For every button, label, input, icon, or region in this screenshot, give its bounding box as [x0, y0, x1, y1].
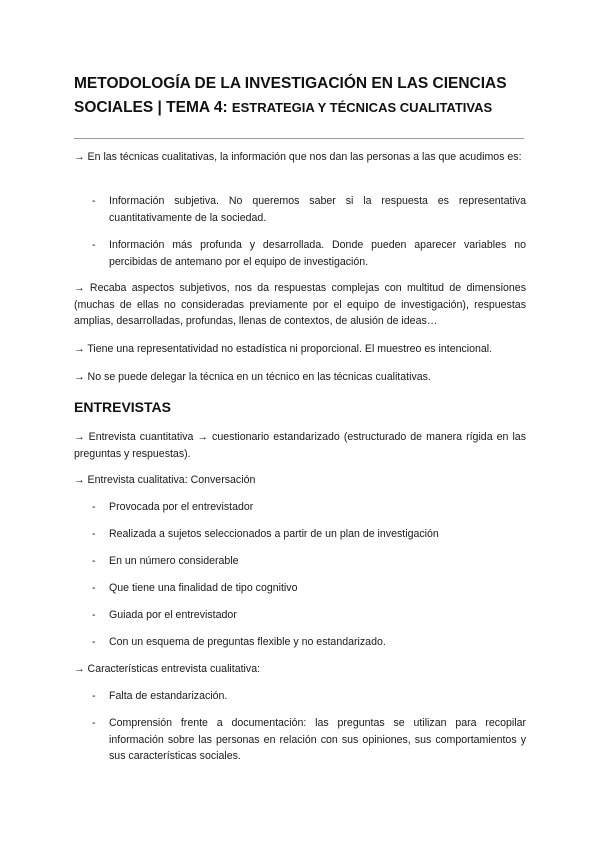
bullet-dash: -	[92, 582, 96, 594]
bullet-dash: -	[92, 195, 96, 207]
cualitativa-list-item	[92, 526, 526, 543]
bullet-dash: -	[92, 501, 96, 513]
bullet-dash: -	[92, 609, 96, 621]
list-item-text: Provocada por el entrevistador	[109, 501, 254, 513]
title-line-1: METODOLOGÍA DE LA INVESTIGACIÓN EN LAS CIENCIAS	[74, 75, 507, 92]
bullet-dash: -	[92, 555, 96, 567]
list-item-text: Con un esquema de preguntas flexible y no estandarizado.	[109, 636, 386, 648]
cuantitativa-paragraph: → Entrevista cuantitativa → cuestionario estandarizado (estructurado de manera rígida en las preguntas y respuestas).	[74, 431, 526, 460]
caracteristicas-paragraph: → Características entrevista cualitativa:	[74, 663, 261, 675]
document-title	[74, 72, 526, 120]
list-item-text: Información más profunda y desarrollada. Donde pueden aparecer variables no percibidas de antemano por el equipo de investigación.	[109, 239, 526, 268]
cualitativa-list-item	[92, 607, 526, 624]
list-item-text: Información subjetiva. No queremos saber si la respuesta es representativa cuantitativamente de la sociedad.	[109, 195, 526, 224]
cualitativa-list-item	[92, 499, 526, 516]
intro-list-item	[92, 193, 526, 226]
list-item-text: Falta de estandarización.	[109, 690, 228, 702]
list-item-text: Realizada a sujetos seleccionados a partir de un plan de investigación	[109, 528, 439, 540]
delegar-paragraph: → No se puede delegar la técnica en un técnico en las técnicas cualitativas.	[74, 371, 431, 383]
intro-list-item	[92, 237, 526, 270]
cualitativa-list-item	[92, 580, 526, 597]
intro-paragraph: → En las técnicas cualitativas, la información que nos dan las personas a las que acudimos es:	[74, 151, 522, 163]
bullet-dash: -	[92, 636, 96, 648]
cualitativa-list-item	[92, 553, 526, 570]
bullet-dash: -	[92, 717, 96, 729]
bullet-dash: -	[92, 239, 96, 251]
section-heading: ENTREVISTAS	[74, 399, 171, 415]
list-item-text: Guiada por el entrevistador	[109, 609, 237, 621]
list-item-text: Que tiene una finalidad de tipo cognitivo	[109, 582, 298, 594]
list-item-text: Comprensión frente a documentación: las preguntas se utilizan para recopilar información sobre las personas en relación con sus opiniones, sus comportamientos y sus características sociales.	[109, 717, 526, 762]
title-divider	[74, 138, 524, 139]
recaba-paragraph: → Recaba aspectos subjetivos, nos da respuestas complejas con multitud de dimensiones (muchas de ellas no consideradas previamente por el equipo de investigación), respuestas amplias, desarrolladas, profundas, llenas de contextos, de alusión de ideas…	[74, 282, 526, 327]
representatividad-paragraph: → Tiene una representatividad no estadística ni proporcional. El muestreo es intencional.	[74, 343, 493, 355]
caracteristicas-list-item	[92, 688, 526, 705]
title-line-2-b: ESTRATEGIA Y TÉCNICAS CUALITATIVAS	[231, 100, 493, 115]
bullet-dash: -	[92, 528, 96, 540]
caracteristicas-list-item	[92, 715, 526, 765]
title-line-2-a: SOCIALES | TEMA 4:	[74, 99, 232, 116]
list-item-text: En un número considerable	[109, 555, 239, 567]
bullet-dash: -	[92, 690, 96, 702]
cualitativa-paragraph: → Entrevista cualitativa: Conversación	[74, 474, 256, 486]
cualitativa-list-item	[92, 634, 526, 651]
